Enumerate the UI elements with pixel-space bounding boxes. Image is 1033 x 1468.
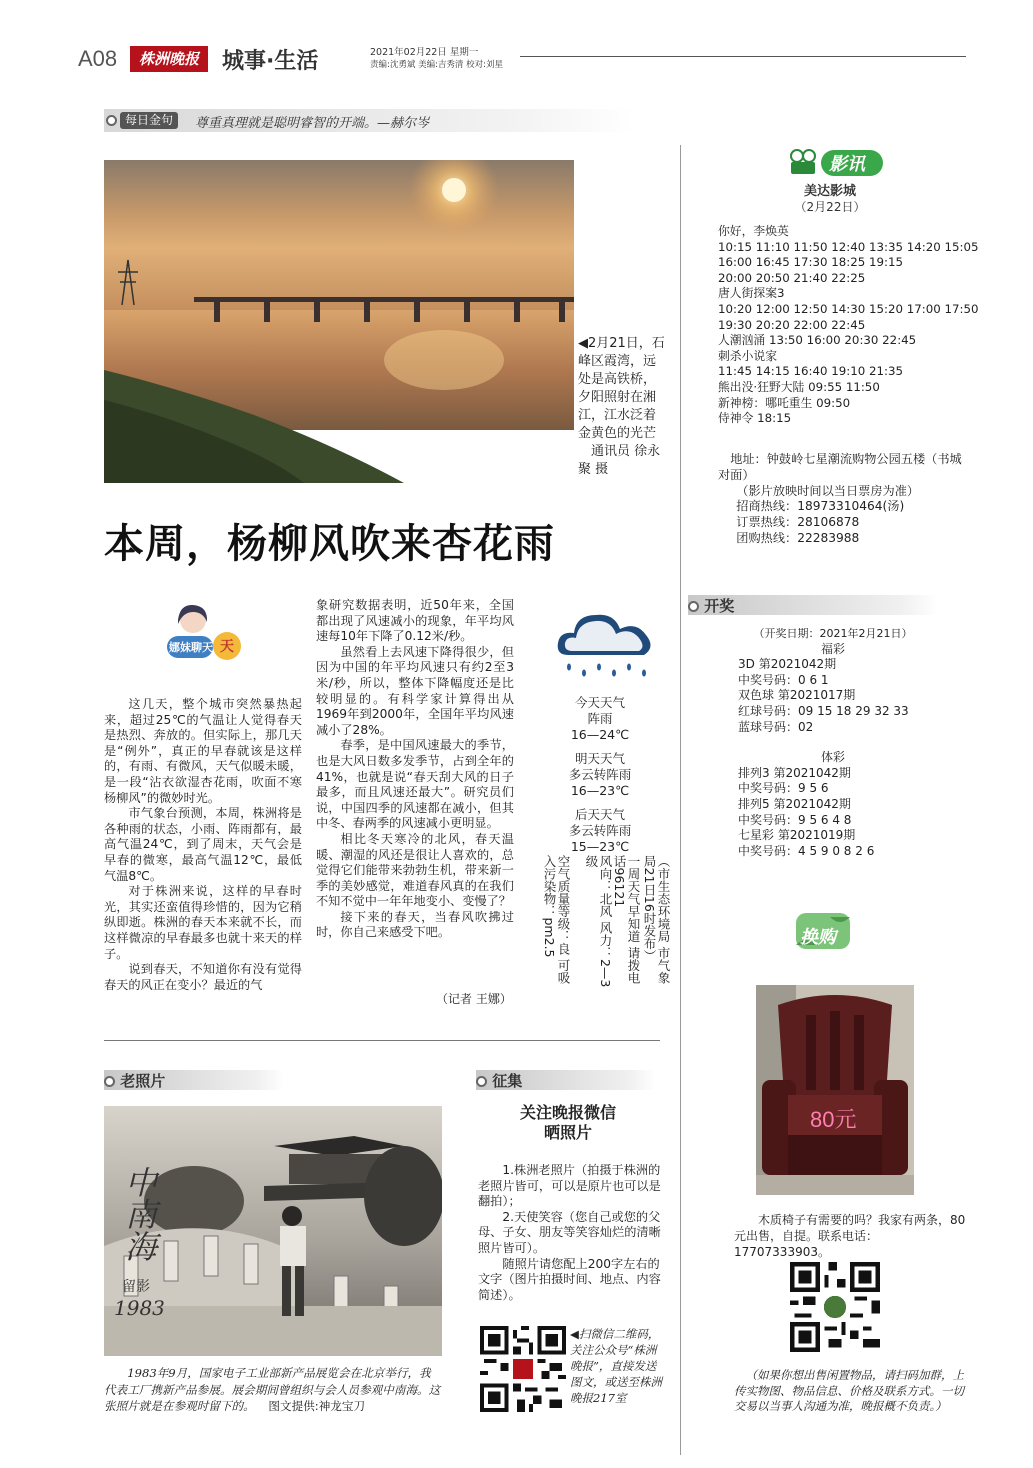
sunset-illustration [104,160,574,483]
schedule-line: 你好，李焕英 [718,224,789,238]
schedule-line: 20:00 20:50 21:40 22:25 [718,270,866,285]
article-paragraph: 说到春天，不知道你有没有觉得春天的风正在变小？最近的气 [104,962,302,992]
old-photo-tag [104,1070,284,1090]
bullet-icon [688,601,699,612]
lottery-line: 排列3 第2021042期 [738,765,851,780]
lottery-tag-label: 开奖 [704,597,735,615]
cinema-note: （影片放映时间以当日票房为准） [736,483,920,498]
photo-caption [578,335,666,479]
swap-group-qr-code[interactable] [790,1262,880,1352]
weather-details-vertical [536,855,671,995]
weather-today-temp: 16—24℃ [570,727,630,742]
lottery-line: 排列5 第2021042期 [738,796,851,811]
weather-after-temp: 15—23℃ [570,839,630,854]
schedule-line: 19:30 20:20 22:00 22:45 [718,317,866,332]
wooden-chair-illustration [756,985,914,1195]
weather-today-label: 今天天气 [574,695,625,710]
avatar-label-glyph: 天 [220,639,234,655]
zhengji-tag [476,1070,656,1090]
zhengji-body [478,1163,662,1303]
old-photo-caption-text: 1983年9月，国家电子工业部新产品展览会在北京举行，我代表工厂携新产品参展。展会期间曾组织与会人员参观中南海。这张照片就是在参观时留下的。 [104,1366,441,1413]
newspaper-logo: 株洲晚报 [130,46,208,72]
article-paragraph: 这几天，整个城市突然暴热起来，超过25℃的气温让人觉得春天是热烈、奔放的。但实际上，那几天是“例外”，真正的早春就该是这样的，有雨、有微风，天气似暖未暖，是一段“沾衣欲湿杏花雨，吹面不寒杨柳风”的微妙时光。 [104,697,302,805]
cinema-name: 美达影城 [803,184,856,199]
schedule-line: 侍神令 18:15 [718,411,792,426]
lottery-line: 中奖号码：9 5 6 4 8 [738,812,852,827]
lottery-line: 中奖号码：0 6 1 [738,672,829,687]
cinema-address: 地址：钟鼓岭七星潮流购物公园五楼（书城对面） [718,452,962,482]
caption-text: ◀2月21日，石峰区霞湾，远处是高铁桥，夕阳照射在湘江，江水泛着金黄色的光芒 [578,336,665,441]
old-photo-tag-label: 老照片 [120,1072,166,1090]
zhengji-tag-label: 征集 [492,1072,523,1090]
schedule-line: 刺杀小说家 [718,348,777,363]
lottery-tag [688,595,938,615]
cinema-date: （2月22日） [794,200,866,214]
header-meta [370,46,520,72]
avatar-label: 娜妹聊天 [169,641,213,654]
qr-instructions: ◀扫微信二维码，关注公众号“株洲晚报”，直接发送图文，或送至株洲晚报217室 [570,1327,662,1405]
section-title: 城事·生活 [222,49,319,74]
swap-bottom-note [734,1368,966,1415]
movie-schedule [718,224,979,427]
schedule-line: 熊出没·狂野大陆 09:55 11:50 [718,379,880,394]
lottery-fucai-title: 福彩 [820,641,845,656]
header-rule [520,56,966,57]
article-paragraph: 接下来的春天，当春风吹拂过时，你自己来感受下吧。 [316,909,514,940]
weather-after-label: 后天天气 [574,807,625,822]
schedule-line: 10:15 11:10 11:50 12:40 13:35 14:20 15:05 [718,239,979,254]
bullet-icon [104,1076,115,1087]
schedule-line: 16:00 16:45 17:30 18:25 19:15 [718,255,903,270]
caption-credit: 通讯员 徐永聚 摄 [578,444,661,477]
weather-tomorrow-temp: 16—23℃ [570,783,630,798]
editors-line: 责编:沈勇斌 美编:吉秀清 校对:刘星 [370,60,503,70]
date-line: 2021年02月22日 星期一 [370,47,479,58]
rain-cloud-icon [554,605,658,685]
lottery-results [738,626,968,859]
qr-code-icon [480,1326,566,1412]
schedule-line: 10:20 12:00 12:50 14:30 15:20 17:00 17:50 [718,301,979,316]
lottery-date: （开奖日期：2021年2月21日） [753,627,913,640]
bullet-icon [476,1076,487,1087]
article-paragraph: 对于株洲来说，这样的早春时光，其实还蛮值得珍惜的，因为它稍纵即逝。株洲的春天本来就不长，而这样微凉的早春最多也就十来天的样子。 [104,884,302,961]
lottery-line: 双色球 第2021017期 [738,688,856,703]
article-paragraph: 春季，是中国风速最大的季节，也是大风日数多发季节，占到全年的41%，也就是说“春天刮大风的日子最多，而且风速还最大”。研究员们说，中国四季的风速都在减小，但其中冬、春两季的风速减小更明显。 [316,738,514,831]
zhengji-title-line2: 晒照片 [543,1123,592,1142]
zhengji-item: 1.株洲老照片（拍摄于株洲的老照片皆可，可以是原片也可以是翻拍）； [478,1163,661,1209]
swap-note-text: （如果你想出售闲置物品，请扫码加群，上传实物图、物品信息、价格及联系方式。一切交易以当事人沟通为准，晚报概不负责。） [734,1368,964,1413]
section-divider [104,1040,660,1041]
lottery-line: 蓝球号码：02 [738,719,814,734]
schedule-line: 唐人街探案3 [718,286,785,301]
quote-tag [106,112,178,129]
swap-logo-text: 换购 [800,927,836,948]
bullet-icon [106,115,117,126]
schedule-line: 人潮汹涌 13:50 16:00 20:30 22:45 [718,333,917,348]
old-photo-credit: 图文提供:神龙宝刀 [268,1399,366,1413]
weather-hotline: 一周天气早知道 请拨电话96121 [612,855,641,984]
old-photo [104,1106,442,1356]
headline: 本周，杨柳风吹来杏花雨 [104,521,555,567]
article-column-2 [316,598,514,941]
page-number: A08 [78,46,118,71]
swap-logo [792,905,854,957]
lottery-line: 3D 第2021042期 [738,657,837,672]
weather-tomorrow-label: 明天天气 [574,751,625,766]
weather-after-cond: 多云转阵雨 [568,823,632,838]
article-paragraph: 相比冬天寒冷的北风，春天温暖、潮湿的风还是很让人喜欢的，总觉得它们能带来勃勃生机，带来新一季的美妙感觉，难道春风真的在我们不知不觉中一年年地变小、变慢了？ [316,831,514,909]
wechat-qr-code[interactable] [480,1326,566,1412]
zhengji-title-line1: 关注晚报微信 [519,1103,616,1122]
reporter-byline: （记者 王娜） [436,992,512,1006]
columnist-avatar [163,600,243,672]
lottery-line: 红球号码：09 15 18 29 32 33 [738,703,909,718]
article-paragraph: 象研究数据表明，近50年来，全国都出现了风速减小的现象，年平均风速每10年下降了0.12米/秒。 [316,598,514,644]
zhengji-title [478,1103,658,1143]
old-photo-overlay-title: 中南海 [120,1166,158,1262]
schedule-line: 11:45 14:15 16:40 19:10 21:35 [718,364,903,379]
weather-forecast [555,695,645,855]
avatar-illustration [163,600,243,672]
cinema-hotline-biz: 招商热线：18973310464(汤) [736,499,905,514]
lottery-line: 中奖号码：4 5 9 0 8 2 6 [738,843,875,858]
cinema-hotline-ticket: 订票热线：28106878 [736,515,860,530]
old-photo-overlay-year: 1983 [114,1296,165,1320]
chair-price: 80元 [810,1107,857,1132]
cinema-logo [785,146,885,178]
weather-wind: 风向：北风 风力：2—3级 [584,855,613,988]
old-photo-overlay-small: 留影 [122,1279,150,1295]
article-paragraph: 市气象台预测，本周，株洲将是各种雨的状态，小雨、阵雨都有，最高气温24℃，到了周末，天气会是早春的微寒，最高气温12℃，最低气温8℃。 [104,806,302,883]
chair-description [734,1212,966,1260]
cinema-logo-text: 影讯 [829,154,865,175]
schedule-line: 新神榜：哪吒重生 09:50 [718,395,851,410]
chair-description-text: 木质椅子有需要的吗？我家有两条，80元出售，自提。联系电话：17707333903。 [734,1213,966,1259]
article-column-1 [104,697,302,993]
daily-quote: 尊重真理就是聪明睿智的开端。—赫尔岑 [195,116,430,131]
zhengji-item: 随照片请您配上200字左右的文字（图片拍摄时间、地点、内容简述）。 [478,1256,661,1302]
rain-cloud-illustration [554,605,658,685]
lottery-line: 七星彩 第2021019期 [738,828,856,843]
weather-today-cond: 阵雨 [587,711,613,726]
article-paragraph: 虽然看上去风速下降得很少，但因为中国的年平均风速只有约2至3米/秒，所以，整体下降幅度还是比较明显的。有科学家计算得出从1969年到2000年，全国年平均风速减小了28%。 [316,644,514,737]
lottery-ticai-title: 体彩 [820,750,845,765]
weather-source: （市生态环境局 市气象局21日16时发布） [642,855,671,984]
cinema-info [718,452,968,547]
weather-air: 空气质量等级：良 可吸入污染物：pm2.5 [542,855,571,984]
sunset-bridge-photo [104,160,574,483]
lottery-line: 中奖号码：9 5 6 [738,781,829,796]
zhengji-item: 2.天使笑容（您自己或您的父母、子女、朋友等笑容灿烂的清晰照片皆可）。 [478,1209,661,1255]
qr-code-icon [790,1262,880,1352]
chair-photo [756,985,914,1195]
column-divider [680,145,681,1455]
cinema-hotline-group: 团购热线：22283988 [736,530,860,545]
old-photo-caption [104,1365,442,1415]
weather-tomorrow-cond: 多云转阵雨 [568,767,632,782]
quote-tag-label: 每日金句 [120,112,178,129]
